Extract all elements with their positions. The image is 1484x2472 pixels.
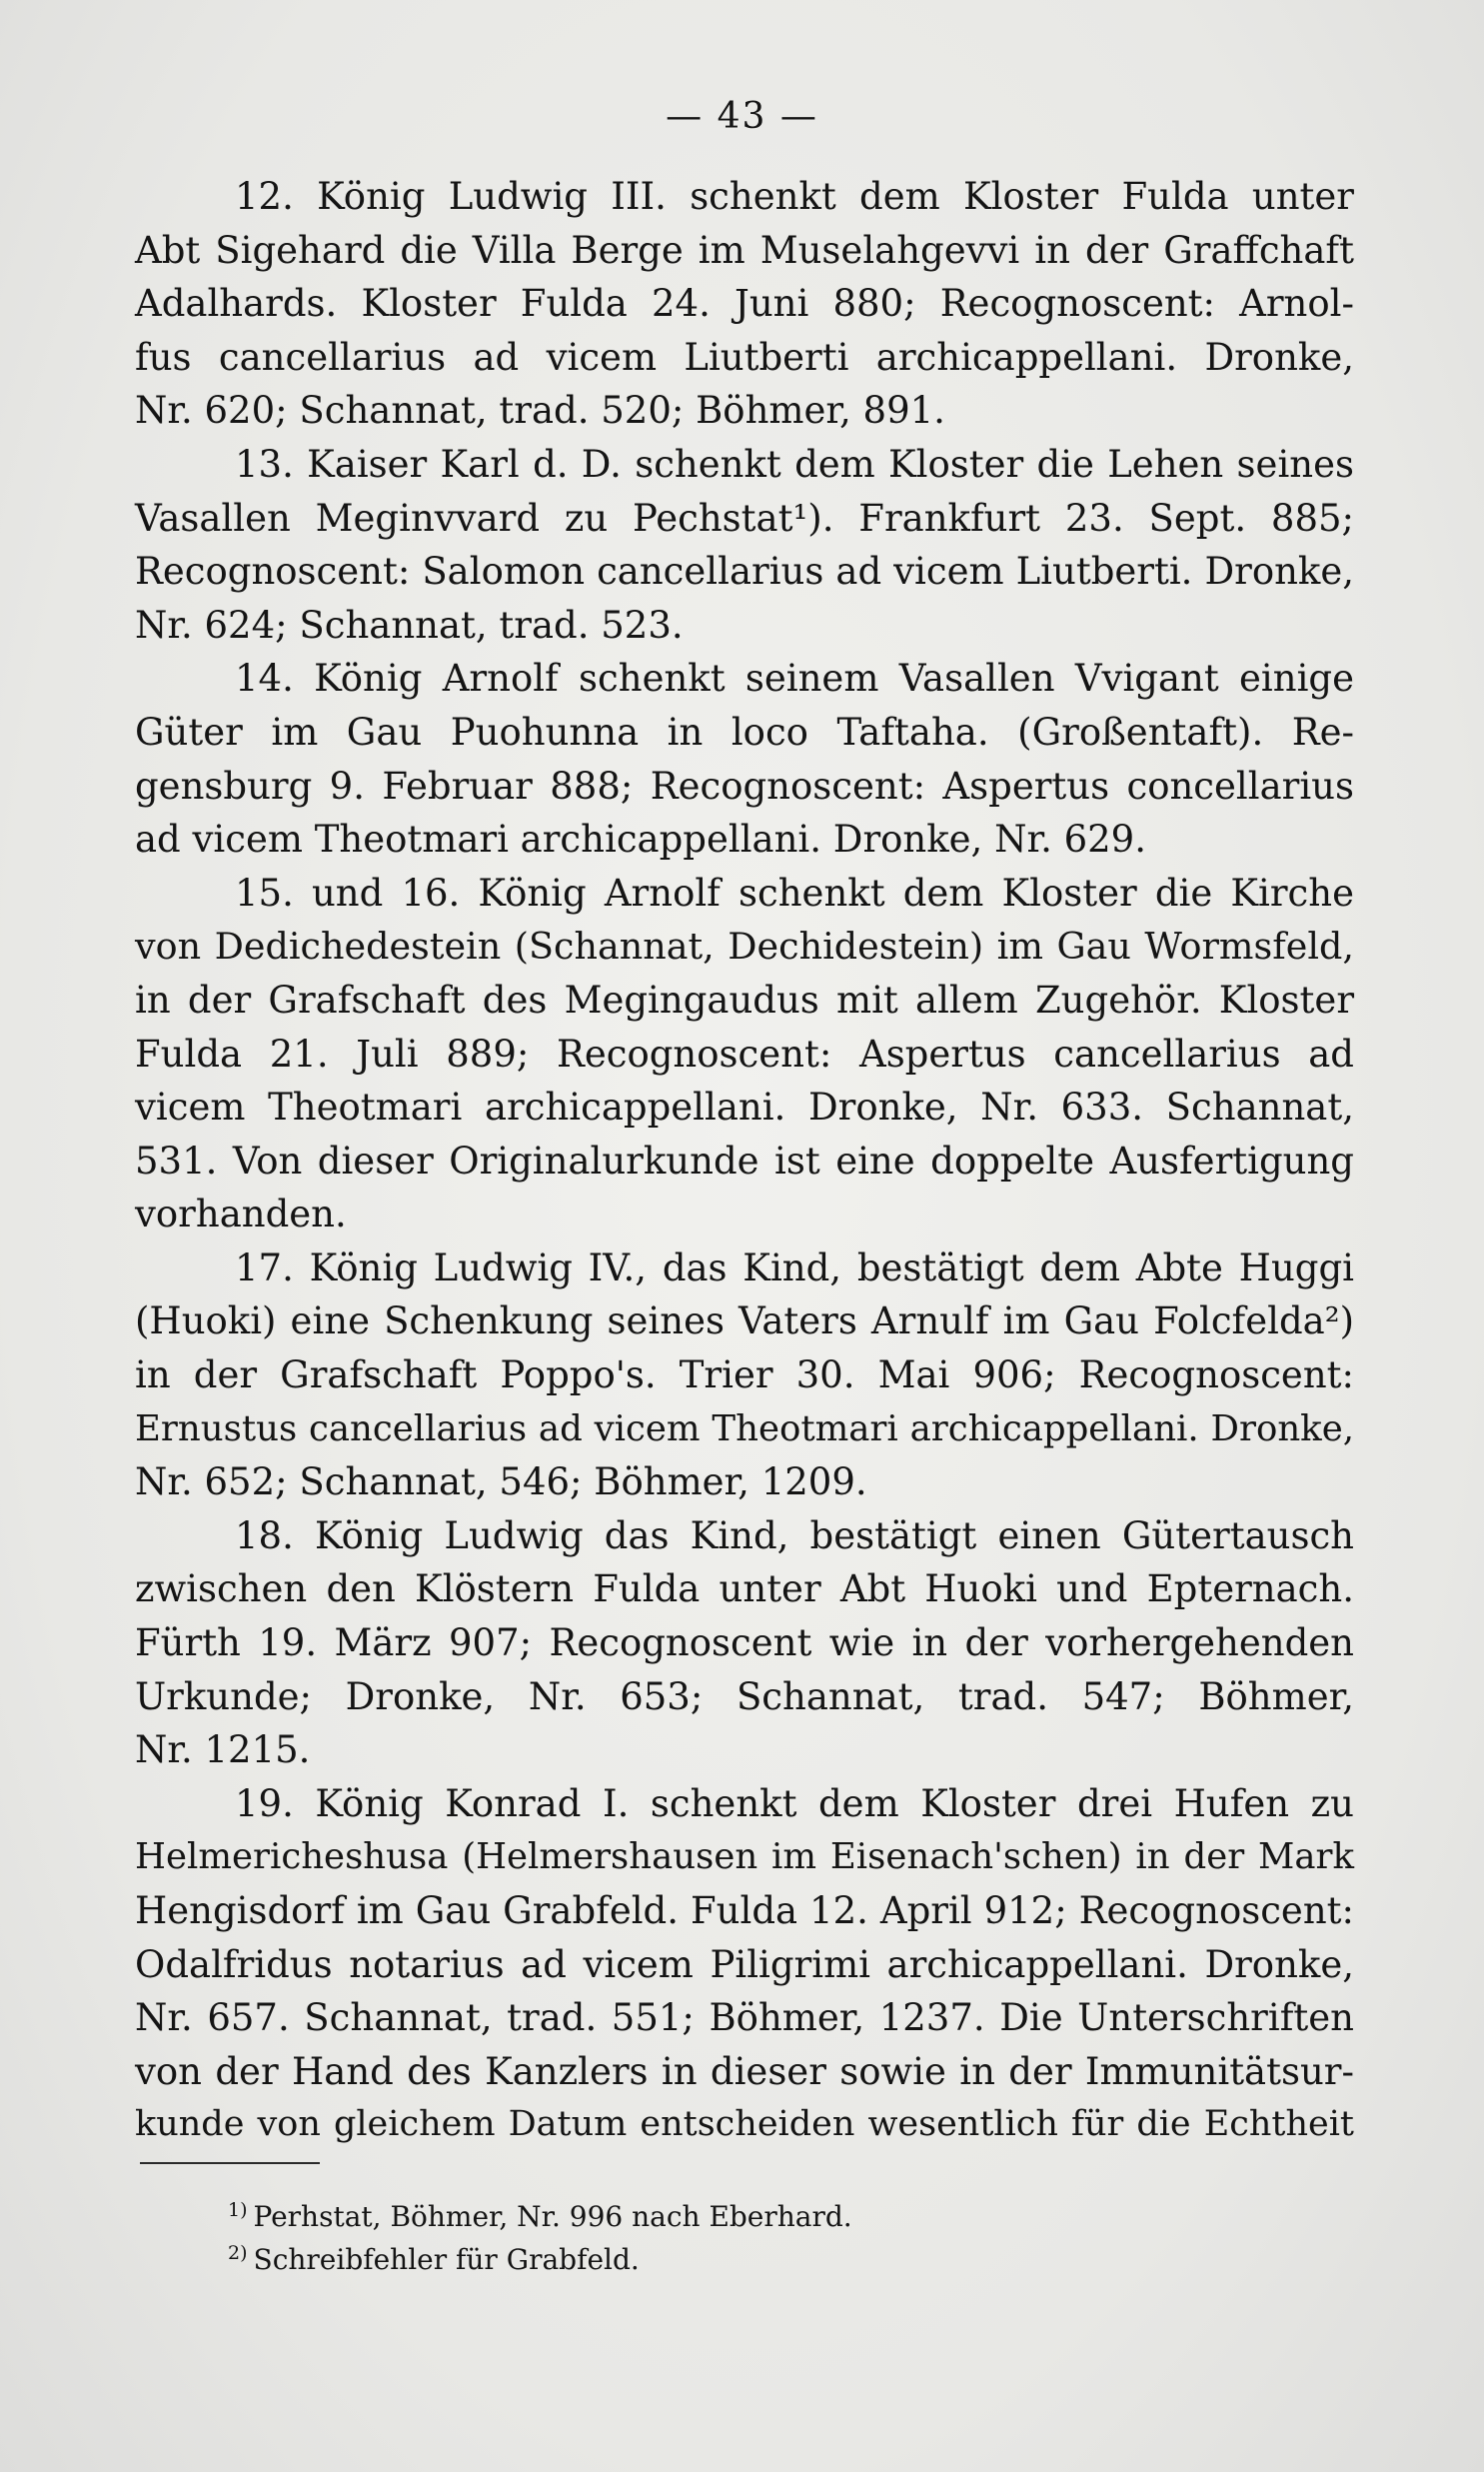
- text-line: Nr. 657. Schannat, trad. 551; Böhmer, 1237. Die Unterschriften: [135, 1996, 1354, 2040]
- text-line: Ernustus cancellarius ad vicem Theotmari archicappellani. Dronke,: [135, 1407, 1354, 1449]
- footnote-divider: [140, 2162, 320, 2164]
- text-line: (Huoki) eine Schenkung seines Vaters Arnulf im Gau Folcfelda²): [135, 1299, 1354, 1343]
- text-line: Fulda 21. Juli 889; Recognoscent: Aspertus cancellarius ad: [135, 1032, 1354, 1076]
- text-line: Urkunde; Dronke, Nr. 653; Schannat, trad. 547; Böhmer,: [135, 1674, 1354, 1718]
- text-line: 14. König Arnolf schenkt seinem Vasallen Vvigant einige: [235, 657, 1354, 701]
- footnote-text: Schreibfehler für Grabfeld.: [253, 2243, 640, 2276]
- text-line: in der Grafschaft Poppo's. Trier 30. Mai 906; Recognoscent:: [135, 1353, 1354, 1397]
- text-line: in der Grafschaft des Megingaudus mit allem Zugehör. Kloster: [135, 978, 1354, 1022]
- footnote-2: [228, 2238, 1227, 2281]
- footnotes: [228, 2195, 1227, 2281]
- text-line: 12. König Ludwig III. schenkt dem Kloster Fulda unter: [235, 175, 1354, 218]
- text-line: Odalfridus notarius ad vicem Piligrimi archicappellani. Dronke,: [135, 1942, 1354, 1986]
- text-line: ad vicem Theotmari archicappellani. Dronke, Nr. 629.: [135, 818, 1146, 862]
- text-line: 18. König Ludwig das Kind, bestätigt einen Gütertausch: [235, 1513, 1354, 1557]
- text-line: 19. König Konrad I. schenkt dem Kloster drei Hufen zu: [235, 1781, 1354, 1825]
- text-line: Nr. 620; Schannat, trad. 520; Böhmer, 891.: [135, 389, 945, 433]
- text-line: von Dedichedestein (Schannat, Dechidestein) im Gau Wormsfeld,: [135, 925, 1354, 969]
- text-line: 531. Von dieser Originalurkunde ist eine doppelte Ausfertigung: [135, 1139, 1354, 1183]
- footnote-text: Perhstat, Böhmer, Nr. 996 nach Eberhard.: [253, 2200, 852, 2233]
- text-line: Nr. 624; Schannat, trad. 523.: [135, 603, 684, 647]
- text-line: 17. König Ludwig IV., das Kind, bestätigt dem Abte Huggi: [235, 1245, 1354, 1289]
- text-line: gensburg 9. Februar 888; Recognoscent: Aspertus concellarius: [135, 764, 1354, 808]
- footnote-1: [228, 2195, 1227, 2238]
- text-line: zwischen den Klöstern Fulda unter Abt Huoki und Epternach.: [135, 1567, 1354, 1611]
- text-line: Adalhards. Kloster Fulda 24. Juni 880; Recognoscent: Arnol-: [135, 282, 1354, 326]
- text-line: Fürth 19. März 907; Recognoscent wie in der vorhergehenden: [135, 1621, 1354, 1665]
- page-number: — 43 —: [666, 96, 818, 137]
- text-line: Hengisdorf im Gau Grabfeld. Fulda 12. April 912; Recognoscent:: [135, 1889, 1354, 1932]
- text-line: 15. und 16. König Arnolf schenkt dem Kloster die Kirche: [235, 871, 1354, 915]
- text-line: fus cancellarius ad vicem Liutberti archicappellani. Dronke,: [135, 335, 1354, 379]
- body-text: [135, 170, 1354, 2152]
- text-line: Güter im Gau Puohunna in loco Taftaha. (Großentaft). Re-: [135, 710, 1354, 754]
- text-line: 13. Kaiser Karl d. D. schenkt dem Kloster die Lehen seines: [235, 442, 1354, 486]
- text-line: Helmericheshusa (Helmershausen im Eisenach'schen) in der Mark: [135, 1836, 1354, 1878]
- text-line: vorhanden.: [135, 1193, 347, 1236]
- text-line: Recognoscent: Salomon cancellarius ad vicem Liutberti. Dronke,: [135, 550, 1354, 594]
- text-line: Nr. 1215.: [135, 1728, 311, 1772]
- footnote-mark: 2): [228, 2241, 248, 2264]
- text-line: Vasallen Meginvvard zu Pechstat¹). Frankfurt 23. Sept. 885;: [135, 496, 1354, 540]
- footnote-mark: 1): [228, 2198, 248, 2221]
- text-line: von der Hand des Kanzlers in dieser sowie in der Immunitätsur-: [135, 2049, 1354, 2093]
- text-line: Nr. 652; Schannat, 546; Böhmer, 1209.: [135, 1460, 867, 1504]
- text-line: kunde von gleichem Datum entscheiden wesentlich für die Echtheit: [135, 2104, 1354, 2145]
- text-line: Abt Sigehard die Villa Berge im Muselahgevvi in der Graffchaft: [135, 228, 1354, 272]
- text-line: vicem Theotmari archicappellani. Dronke, Nr. 633. Schannat,: [135, 1086, 1354, 1130]
